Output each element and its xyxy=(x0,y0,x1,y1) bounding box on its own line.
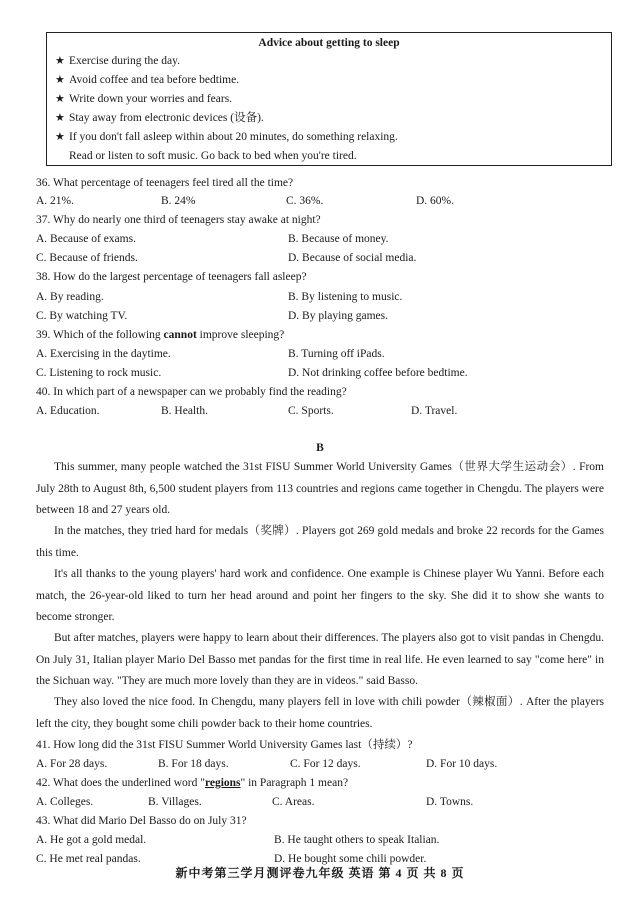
star-icon: ★ xyxy=(55,55,65,68)
options-row xyxy=(36,757,620,773)
option: A. Education. xyxy=(36,405,100,417)
question-stem: 38. How do the largest percentage of teenagers fall asleep? xyxy=(36,271,307,283)
option: C. Areas. xyxy=(272,796,315,808)
option: A. By reading. xyxy=(36,291,104,303)
star-icon: ★ xyxy=(55,112,65,125)
option: A. Exercising in the daytime. xyxy=(36,348,171,360)
options-row xyxy=(36,290,620,306)
option: A. 21%. xyxy=(36,195,75,207)
option: D. Because of social media. xyxy=(288,252,417,264)
option: D. 60%. xyxy=(416,195,455,207)
option: B. Health. xyxy=(161,405,208,417)
options-row xyxy=(36,232,620,248)
option: C. Listening to rock music. xyxy=(36,367,162,379)
passage-paragraph: In the matches, they tried hard for medals（奖牌）. Players got 269 gold medals and broke 22 records for the Games this time. xyxy=(36,525,604,559)
advice-tip: Read or listen to soft music. Go back to bed when you're tired. xyxy=(69,150,357,163)
option: D. Towns. xyxy=(426,796,474,808)
option: A. Because of exams. xyxy=(36,233,136,245)
star-icon: ★ xyxy=(55,93,65,106)
option: C. Sports. xyxy=(288,405,334,417)
passage-paragraph: It's all thanks to the young players' hard work and confidence. One example is Chinese player Wu Yanni. Before each match, the 26-year-old liked to turn her head around and point her fingers to the sky. She did it to show she wants to become stronger. xyxy=(36,568,604,623)
underlined-word: regions xyxy=(204,777,241,789)
advice-tip: ★ If you don't fall asleep within about 20 minutes, do something relaxing. xyxy=(55,131,398,144)
options-row xyxy=(36,404,620,420)
options-row xyxy=(36,833,620,849)
advice-tip: ★ Exercise during the day. xyxy=(55,55,181,68)
question-stem: 36. What percentage of teenagers feel tired all the time? xyxy=(36,177,294,189)
option: A. He got a gold medal. xyxy=(36,834,147,846)
options-row xyxy=(36,347,620,363)
option: C. For 12 days. xyxy=(290,758,361,770)
option: A. Colleges. xyxy=(36,796,94,808)
section-heading: B xyxy=(316,442,324,454)
option: D. For 10 days. xyxy=(426,758,498,770)
option: B. By listening to music. xyxy=(288,291,403,303)
option: D. By playing games. xyxy=(288,310,388,322)
option: C. He met real pandas. xyxy=(36,853,141,865)
option: B. For 18 days. xyxy=(158,758,229,770)
star-icon: ★ xyxy=(55,74,65,87)
options-row xyxy=(36,309,620,325)
option: A. For 28 days. xyxy=(36,758,108,770)
advice-box xyxy=(46,32,612,166)
options-row xyxy=(36,795,620,811)
options-row xyxy=(36,366,620,382)
option: B. Villages. xyxy=(148,796,202,808)
star-icon: ★ xyxy=(55,131,65,144)
option: C. By watching TV. xyxy=(36,310,128,322)
option: C. Because of friends. xyxy=(36,252,138,264)
passage-paragraph: But after matches, players were happy to learn about their differences. The players also got to visit pandas in Chengdu. On July 31, Italian player Mario Del Basso met pandas for the first time in real life. He even learned to say "come here" in the Sichuan way. "They are much more lovely than they are in videos." said Basso. xyxy=(36,632,604,687)
passage-paragraph: This summer, many people watched the 31st FISU Summer World University Games（世界大学生运动会）. From July 28th to August 8th, 6,500 student players from 113 countries and regions came together in Chengdu. The players were between 18 and 27 years old. xyxy=(36,461,604,516)
option: B. Turning off iPads. xyxy=(288,348,385,360)
page-footer: 新中考第三学月测评卷九年级 英语 第 4 页 共 8 页 xyxy=(175,866,465,880)
options-row xyxy=(36,194,620,210)
question-stem: 43. What did Mario Del Basso do on July 31? xyxy=(36,815,247,827)
advice-title: Advice about getting to sleep xyxy=(258,37,400,49)
question-stem: 42. What does the underlined word "regions" in Paragraph 1 mean? xyxy=(36,777,349,789)
option: D. Travel. xyxy=(411,405,458,417)
option: D. He bought some chili powder. xyxy=(274,853,427,865)
option: B. 24% xyxy=(161,195,196,207)
question-stem: 39. Which of the following cannot improve sleeping? xyxy=(36,329,285,341)
question-stem: 37. Why do nearly one third of teenagers stay awake at night? xyxy=(36,214,321,226)
advice-tip: ★ Avoid coffee and tea before bedtime. xyxy=(55,74,240,87)
option: D. Not drinking coffee before bedtime. xyxy=(288,367,468,379)
option: B. Because of money. xyxy=(288,233,389,245)
option: B. He taught others to speak Italian. xyxy=(274,834,440,846)
passage-paragraph: They also loved the nice food. In Chengdu, many players fell in love with chili powder（辣椒面）. After the players left the city, they bought some chili powder back to their home countries. xyxy=(36,696,604,730)
options-row xyxy=(36,251,620,267)
question-stem: 41. How long did the 31st FISU Summer World University Games last（持续）? xyxy=(36,739,413,751)
advice-tip: ★ Write down your worries and fears. xyxy=(55,93,233,106)
advice-tip: ★ Stay away from electronic devices (设备). xyxy=(55,112,264,125)
question-stem: 40. In which part of a newspaper can we probably find the reading? xyxy=(36,386,347,398)
option: C. 36%. xyxy=(286,195,324,207)
